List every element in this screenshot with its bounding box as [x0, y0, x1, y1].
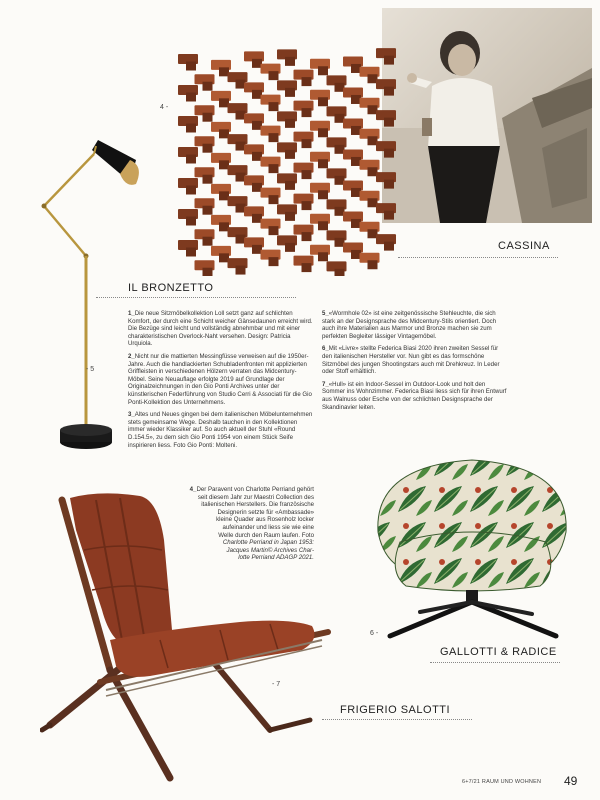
paravent-block — [318, 128, 328, 137]
livre-armchair-image — [360, 446, 586, 646]
paravent-block — [236, 266, 246, 275]
paravent-block — [269, 164, 279, 173]
paravent-block — [302, 170, 312, 179]
paragraph-4-line: seit diesem Jahr zur Maestri Collection des — [197, 493, 314, 501]
paravent-block — [285, 88, 295, 97]
paragraph-5: 5_«Wormhole 02» ist eine zeitgenössische Stehleuchte, die sich stark an der Designsprache des Midcentury-Stils orientiert. Doch auch ihre Materialien aus Marmor und Bronze machen sie zum perfekten Begleiter lässiger Vintagemöbel. — [322, 310, 497, 340]
hull-lounge-chair-image — [40, 490, 340, 790]
paravent-block — [203, 175, 213, 184]
paragraph-4-line: aufeinander und liess sie wie eine — [222, 523, 314, 531]
paravent-block — [186, 93, 196, 102]
archive-photo — [382, 8, 592, 223]
paravent-block — [318, 97, 328, 106]
text-column-right — [322, 310, 508, 416]
paragraph-4-line: Charlotte Perriand in Japan 1953: — [222, 539, 314, 547]
paravent-block — [186, 248, 196, 257]
paravent-block — [384, 118, 394, 127]
il-bronzetto-rule — [96, 297, 296, 298]
marker-5: - 5 — [86, 366, 95, 373]
paragraph-4-line: italienischen Herstellers. Die französische — [201, 501, 314, 509]
paravent-block — [285, 243, 295, 252]
cassina-rule — [398, 257, 558, 258]
paravent-block — [318, 221, 328, 230]
paravent-block — [285, 119, 295, 128]
paravent-block — [302, 232, 312, 241]
gallotti-rule — [430, 662, 560, 663]
paravent-block — [269, 195, 279, 204]
marker-7: - 7 — [272, 681, 281, 688]
paragraph-1: 1_Die neue Sitzmöbelkollektion Loll setzt ganz auf schlichten Komfort, der durch eine Schicht weicher Gänsedaunen erreicht wird. Die Bezüge sind leicht und vollständig abnehmbar und mit einer charakteristischen Overlock-Naht versehen. Design: Patricia Urquiola. — [128, 310, 313, 348]
brand-gallotti-radice: GALLOTTI & RADICE — [440, 646, 557, 658]
paravent-block — [285, 181, 295, 190]
paragraph-4-line: Designerin setzte für «Ambassade» — [217, 508, 314, 516]
paragraph-4-line: lotte Perriand ADAGP 2021. — [238, 554, 314, 562]
paravent-block — [318, 190, 328, 199]
brand-frigerio-salotti: FRIGERIO SALOTTI — [340, 704, 451, 716]
paravent-block — [335, 269, 345, 276]
brand-cassina: CASSINA — [498, 240, 550, 252]
paravent-block — [186, 217, 196, 226]
paravent-block — [269, 257, 279, 266]
paravent-block — [384, 242, 394, 251]
paravent-block — [203, 206, 213, 215]
paravent-block — [269, 133, 279, 142]
footer-folio: 6+7/21 RAUM UND WOHNEN — [462, 779, 542, 785]
paravent-block — [269, 226, 279, 235]
paravent-screen-image — [172, 48, 400, 276]
paravent-block — [302, 77, 312, 86]
brand-il-bronzetto: IL BRONZETTO — [128, 282, 214, 294]
frigerio-rule — [322, 719, 472, 720]
paragraph-6: 6_Mit «Livre» stellte Federica Biasi 2020 ihren zweiten Sessel für den italienischen Hersteller vor. Nun gibt es das formschöne Sitzmöbel des jungen Shootingstars auch mit Drehkreuz. In Leder oder Stoff erhältlich. — [322, 345, 500, 376]
paravent-block — [203, 113, 213, 122]
paravent-block — [302, 201, 312, 210]
paravent-block — [203, 144, 213, 153]
paravent-block — [302, 263, 312, 272]
paragraph-7: 7_«Hull» ist ein Indoor-Sessel im Outdoor-Look und holt den Sommer ins Wohnzimmer. Federica Biasi liess sich für ihren Entwurf aus Walnuss oder Esche von der schlichten Designsprache der Skandinavier leiten. — [322, 380, 507, 411]
marker-4: 4 - — [160, 104, 169, 111]
paragraph-2: 2_Nicht nur die mattierten Messingfüsse verweisen auf die 1950er-Jahre. Auch die handlackierten Schubladenfronten mit applizierten Griffleisten in verschiedenen Hölzern verraten das Midcentury-Möbel. Seine Neuauflage erfolgte 2019 auf Grundlage der Originalzeichnungen in den Gio Ponti Archives unter der künstlerischen Federführung von Studio Cerri & Associati für die Gio Ponti-Kollektion des Unternehmens. — [128, 352, 312, 406]
paravent-block — [302, 108, 312, 117]
marker-6: 6 - — [370, 630, 379, 637]
paravent-block — [384, 56, 394, 65]
paravent-block — [203, 268, 213, 276]
paravent-block — [285, 212, 295, 221]
paravent-block — [384, 87, 394, 96]
paravent-block — [186, 155, 196, 164]
paravent-block — [186, 186, 196, 195]
paravent-block — [318, 66, 328, 75]
paragraph-4-line: Jacques Martin© Archives Char- — [226, 546, 314, 554]
page-number: 49 — [564, 774, 578, 788]
paragraph-3: 3_Altes und Neues gingen bei dem italienischen Möbelunternehmen stets gemeinsame Wege. Deshalb tauchen in den Kollektionen immer wieder Klassiker auf. So auch aktuell der Stuhl «Round D.154.5», zu dem sich Gio Ponti 1954 von einem Stück Seife inspirieren liess. Foto Gio Ponti: Molteni. — [128, 411, 313, 449]
paravent-block — [318, 159, 328, 168]
paravent-block — [285, 57, 295, 66]
paravent-block — [318, 252, 328, 261]
paravent-block — [302, 139, 312, 148]
paravent-block — [285, 150, 295, 159]
paravent-block — [384, 149, 394, 158]
paragraph-4-line: Welle durch den Raum laufen. Foto — [218, 531, 314, 539]
paragraph-4-line: kleine Quader aus Rosenholz locker — [216, 516, 314, 524]
paravent-block — [186, 62, 196, 71]
paravent-block — [186, 124, 196, 133]
paragraph-4-line: 4_Der Paravent von Charlotte Perriand gehört — [189, 486, 314, 493]
text-column-left — [128, 310, 314, 454]
paravent-block — [269, 102, 279, 111]
paravent-block — [203, 82, 213, 91]
paravent-block — [384, 211, 394, 220]
paravent-block — [269, 71, 279, 80]
paravent-block — [384, 180, 394, 189]
paravent-block — [368, 260, 378, 269]
paravent-block — [203, 237, 213, 246]
